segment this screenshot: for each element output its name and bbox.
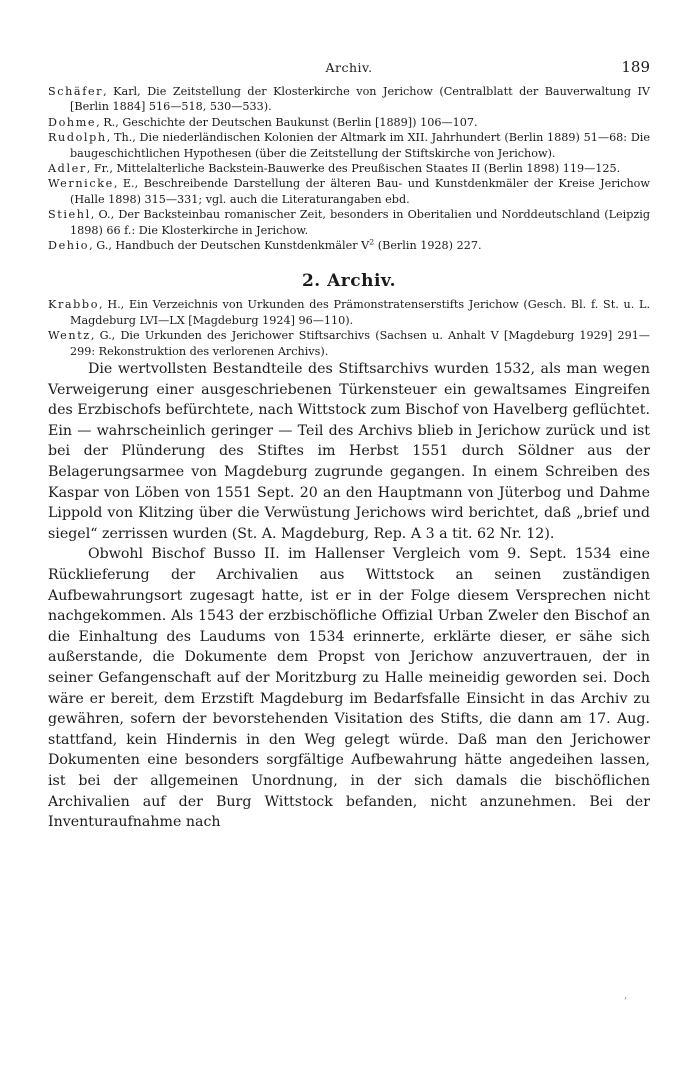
bib-text: , R., Geschichte der Deutschen Baukunst (Berlin [1889]) 106—107. [96, 115, 478, 129]
paragraph: Die wertvollsten Bestandteile des Stiftsarchivs wurden 1532, als man wegen Verweigerung einer ausgeschriebenen Türkensteuer ein gewaltsames Eingreifen des Erzbischofs befürchtete, nach Wittstock zum Bischof von Havelberg geflüchtet. Ein — wahrscheinlich geringer — Teil des Archivs blieb in Jerichow zurück und ist bei der Plünderung des Stiftes im Herbst 1551 durch Söldner aus der Belagerungsarmee von Magdeburg zugrunde gegangen. In einem Schreiben des Kaspar von Löben von 1551 Sept. 20 an den Hauptmann von Jüterbog und Dahme Lippold von Klitzing über die Verwüstung Jerichows wird berichtet, daß „brief und siegel“ zerrissen wurden (St. A. Magdeburg, Rep. A 3 a tit. 62 Nr. 12). [48, 361, 650, 542]
bib-text: , Fr., Mittelalterliche Backstein-Bauwerke des Preußischen Staates II (Berlin 1898) 119—125. [86, 162, 621, 176]
edition-superscript: 2 [369, 237, 375, 247]
body-text [48, 359, 650, 833]
bib-author: Dohme [48, 115, 97, 129]
paragraph: Obwohl Bischof Busso II. im Hallenser Vergleich vom 9. Sept. 1534 eine Rücklieferung der Archivalien aus Wittstock an seinen zuständigen Aufbewahrungsort zugesagt hatte, ist er in der Folge diesem Versprechen nicht nachgekommen. Als 1543 der erzbischöfliche Offizial Urban Zweler den Bischof an die Einhaltung des Laudums von 1534 erinnerte, erklärte dieser, er sähe sich außerstande, die Dokumente dem Propst von Jerichow anzuvertrauen, der in seiner Gefangenschaft auf der Moritzburg zu Halle meineidig geworden sei. Doch wäre er bereit, dem Erzstift Magdeburg im Bedarfsfalle Einsicht in das Archiv zu gewähren, sofern der bevorstehenden Visitation des Stifts, die dann am 17. Aug. stattfand, kein Hindernis in den Weg gelegt würde. Daß man den Jerichower Dokumenten eine besonders sorgfältige Aufbewahrung hätte angedeihen lassen, ist bei der allgemeinen Unordnung, in der sich damals die bischöflichen Archivalien auf der Burg Wittstock befanden, nicht anzunehmen. Bei der Inventuraufnahme nach [48, 546, 650, 831]
page-number: 189 [621, 58, 650, 76]
running-header [48, 58, 650, 84]
bib-text: , E., Beschreibende Darstellung der älteren Bau- und Kunstdenkmäler der Kreise Jerichow (Halle 1898) 315—331; vgl. auch die Literaturangaben ebd. [70, 177, 650, 206]
bibliography-section [48, 297, 650, 359]
bib-author: Stiehl [48, 208, 91, 222]
bib-author: Krabbo [48, 298, 100, 312]
bib-text: (Berlin 1928) 227. [374, 239, 482, 253]
bib-text: , O., Der Backsteinbau romanischer Zeit, besonders in Oberitalien und Norddeutschland (Leipzig 1898) 66 f.: Die Klosterkirche in Jerichow. [70, 208, 650, 237]
bib-entry [48, 130, 650, 161]
bib-author: Adler [48, 162, 87, 176]
bib-text: , Karl, Die Zeitstellung der Klosterkirche von Jerichow (Centralblatt der Bauverwaltung IV [Berlin 1884] 516—518, 530—533). [70, 85, 650, 114]
bib-entry [48, 176, 650, 207]
bib-text: , G., Handbuch der Deutschen Kunstdenkmäler V [89, 239, 370, 253]
document-page [48, 58, 650, 833]
bib-entry [48, 328, 650, 359]
section-heading: 2. Archiv. [301, 271, 397, 292]
bib-entry [48, 84, 650, 115]
running-title: Archiv. [325, 60, 373, 75]
bib-author: Dehio [48, 239, 90, 253]
bib-entry [48, 207, 650, 238]
bib-author: Wentz [48, 329, 91, 343]
bib-text: , Th., Die niederländischen Kolonien der Altmark im XII. Jahrhundert (Berlin 1889) 51—68: Die baugeschichtlichen Hypothesen (über die Zeitstellung der Stiftskirche von Jerichow). [70, 131, 650, 160]
bib-entry [48, 161, 650, 176]
bib-text: , G., Die Urkunden des Jerichower Stiftsarchivs (Sachsen u. Anhalt V [Magdeburg 1929] 291—299: Rekonstruktion des verlorenen Archivs). [70, 329, 650, 358]
bib-author: Rudolph [48, 131, 107, 145]
bib-author: Schäfer [48, 85, 104, 98]
bibliography-top [48, 84, 650, 253]
bib-author: Wernicke [48, 177, 114, 191]
bib-text: , H., Ein Verzeichnis von Urkunden des Prämonstratenserstifts Jerichow (Gesch. Bl. f. St. u. L. Magdeburg LVI—LX [Magdeburg 1924] 96—110). [70, 298, 650, 327]
bib-entry [48, 238, 650, 253]
bib-entry [48, 297, 650, 328]
bib-entry [48, 115, 650, 130]
scan-speck: ‚ [624, 990, 628, 1001]
